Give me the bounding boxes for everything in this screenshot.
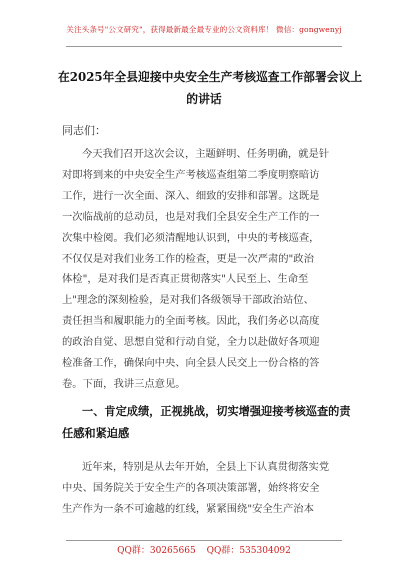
footer-qq-group-2: QQ群：535304092 [206, 546, 291, 556]
document-title [58, 66, 363, 110]
footer [0, 543, 408, 556]
paragraph-line: 不仅仅是对我们业务工作的检查，更是一次严肃的"政治 [62, 252, 314, 265]
footer-qq-group-1: QQ群：30265665 [117, 546, 196, 556]
footer-divider [66, 540, 342, 541]
paragraph-line: 检准备工作，确保向中央、向全县人民交上一份合格的答 [62, 357, 320, 370]
paragraph-line: 工作，进行一次全面、深入、细致的安排和部署。这既是 [62, 189, 320, 202]
paragraph-line: 近年来，特别是从去年开始，全县上下认真贯彻落实党 [82, 461, 330, 473]
paragraph-line: 生产作为一条不可逾越的红线，紧紧围绕"安全生产治本 [62, 502, 314, 515]
paragraph-line: 上"理念的深刻检验，是对我们各级领导干部政治站位、 [62, 294, 314, 307]
paragraph-line: 卷。下面，我讲三点意见。 [62, 377, 186, 390]
paragraph-line: 责任担当和履职能力的全面考核。因此，我们务必以高度 [62, 315, 320, 328]
paragraph-line: 次集中检阅。我们必须清醒地认识到，中央的考核巡查， [62, 231, 320, 244]
paragraph-line: 的政治自觉、思想自觉和行动自觉，全力以赴做好各项迎 [62, 336, 320, 349]
paragraph-line: 体检"，是对我们是否真正贯彻落实"人民至上、生命至 [62, 273, 309, 286]
header-banner: 关注头条号"公文研究"，获得最新最全最专业的公文资料库！ 微信：gongwenyj [66, 25, 342, 34]
salutation: 同志们： [62, 124, 106, 137]
paragraph-1 [62, 144, 354, 395]
paragraph-line: 对即将到来的中央安全生产考核巡查组第二季度明察暗访 [62, 168, 320, 181]
heading-line: 任感和紧迫感 [62, 426, 130, 440]
title-line-1: 在2025年全县迎接中央安全生产考核巡查工作部署会议上 [58, 70, 363, 84]
section-1-heading [62, 400, 354, 444]
paragraph-2 [62, 457, 354, 519]
title-line-2: 的讲话 [186, 92, 222, 106]
header-divider [66, 46, 342, 47]
paragraph-line: 一次临战前的总动员，也是对我们全县安全生产工作的一 [62, 210, 320, 223]
paragraph-line: 中央、国务院关于安全生产的各项决策部署，始终将安全 [62, 481, 320, 494]
heading-line: 一、肯定成绩，正视挑战，切实增强迎接考核巡查的责 [82, 404, 351, 418]
paragraph-line: 今天我们召开这次会议，主题鲜明、任务明确，就是针 [82, 148, 330, 160]
